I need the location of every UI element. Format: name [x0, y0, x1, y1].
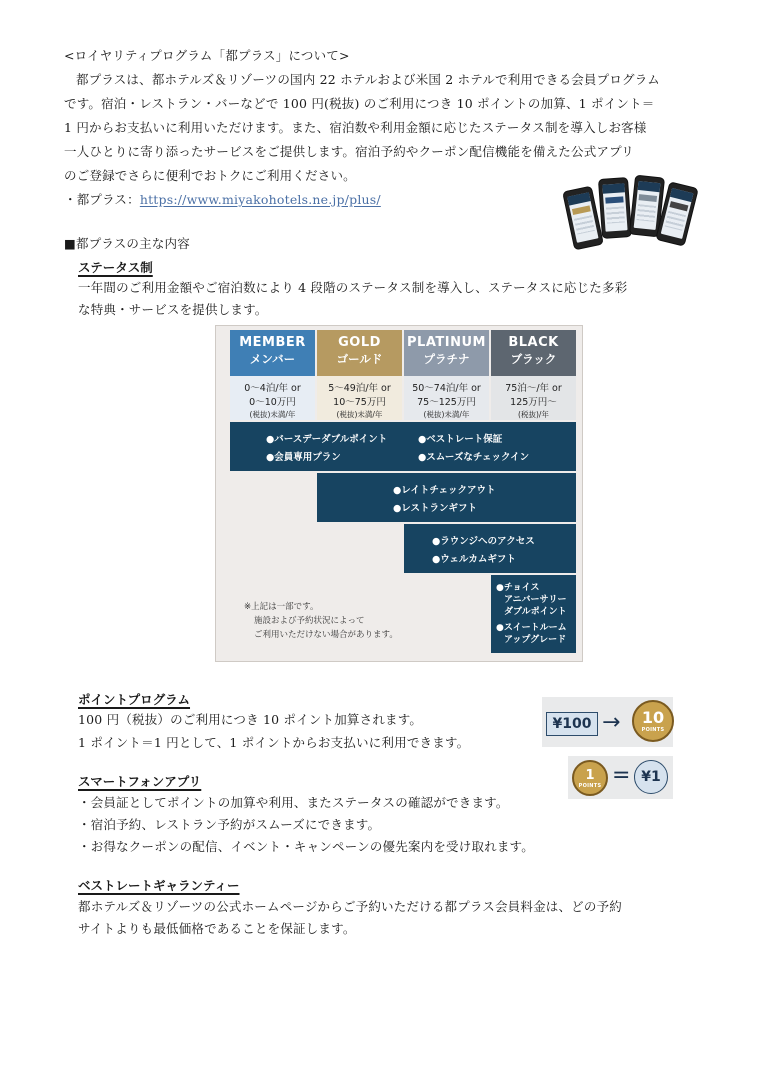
benefit-item: アニバーサリー	[504, 595, 567, 605]
status-line: 一年間のご利用金額やご宿泊数により 4 段階のステータス制を導入し、ステータスに応じた多彩	[78, 280, 628, 295]
condition-nights: 75泊～/年 or	[505, 383, 562, 394]
condition-amount: 0～10万円	[249, 397, 296, 408]
best-rate-line: 都ホテルズ＆リゾーツの公式ホームページからご予約いただける都プラス会員料金は、どの予約	[78, 899, 622, 914]
benefit-item: ●レストランギフト	[393, 503, 478, 514]
tier-name-en: PLATINUM	[407, 335, 486, 350]
note-line: ※上記は一部です。	[244, 602, 319, 612]
coin-label: POINTS	[641, 727, 665, 733]
condition-note: (税抜)未満/年	[336, 410, 383, 419]
intro-title: <ロイヤリティプログラム「都プラス」について>	[64, 48, 350, 63]
tier-platinum-header	[404, 330, 489, 376]
yen-1-badge: ¥1	[634, 760, 668, 794]
benefit-item: ●ラウンジへのアクセス	[432, 536, 535, 547]
points-earn-graphic	[542, 697, 673, 747]
condition-amount: 10～75万円	[333, 397, 386, 408]
condition-nights: 50～74泊/年 or	[412, 383, 481, 394]
condition-amount: 75～125万円	[417, 397, 476, 408]
benefit-item: ●バースデーダブルポイント	[266, 434, 388, 445]
benefit-item: ●チョイス	[496, 583, 540, 593]
arrow-right-icon: →	[602, 710, 621, 735]
miyako-plus-link[interactable]: https://www.miyakohotels.ne.jp/plus/	[139, 192, 381, 207]
tier-name-jp: ブラック	[510, 352, 557, 366]
tier-name-jp: メンバー	[249, 352, 296, 366]
coin-label: POINTS	[578, 783, 602, 789]
condition-note: (税抜)/年	[518, 410, 549, 419]
app-line: ・宿泊予約、レストラン予約がスムーズにできます。	[78, 817, 381, 832]
note-line: 施設および予約状況によって	[254, 616, 365, 626]
condition-nights: 5～49泊/年 or	[328, 383, 391, 394]
status-table	[215, 325, 583, 662]
tier-black-condition	[491, 376, 576, 420]
benefit-item: ●スムーズなチェックイン	[418, 452, 530, 463]
tier-name-en: BLACK	[508, 335, 559, 350]
tier-name-jp: ゴールド	[336, 352, 383, 366]
note-line: ご利用いただけない場合があります。	[254, 630, 398, 640]
benefit-item: ●スイートルーム	[496, 623, 567, 633]
coin-value: 1	[585, 768, 595, 783]
yen-100-badge: ¥100	[546, 712, 598, 736]
points-line: 100 円（税抜）のご利用につき 10 ポイント加算されます。	[78, 712, 423, 727]
table-note	[244, 600, 398, 642]
benefits-all-tiers	[230, 422, 576, 471]
benefit-item: ●レイトチェックアウト	[393, 485, 496, 496]
best-rate-heading: ベストレートギャランティー	[78, 878, 240, 893]
main-heading: ■都プラスの主な内容	[64, 236, 190, 251]
benefit-item: ●ベストレート保証	[418, 434, 503, 445]
intro-line: 都プラスは、都ホテルズ＆リゾーツの国内 22 ホテルおよび米国 2 ホテルで利用できる会員プログラム	[76, 72, 661, 87]
tier-name-en: MEMBER	[239, 335, 306, 350]
intro-line: 1 円からお支払いに利用いただけます。また、宿泊数や利用金額に応じたステータス制を導入しお客様	[64, 120, 647, 135]
points-line: 1 ポイント＝1 円として、1 ポイントからお支払いに利用できます。	[78, 735, 470, 750]
app-phones-illustration	[566, 168, 696, 254]
tier-gold-condition	[317, 376, 402, 420]
tier-name-en: GOLD	[338, 335, 381, 350]
tier-member-header	[230, 330, 315, 376]
points-heading: ポイントプログラム	[78, 692, 191, 707]
app-line: ・会員証としてポイントの加算や利用、またステータスの確認ができます。	[78, 795, 509, 810]
condition-note: (税抜)未満/年	[249, 410, 296, 419]
benefits-gold-up	[317, 473, 576, 522]
points-redeem-graphic	[568, 756, 673, 799]
points-1-coin-icon	[572, 760, 608, 796]
link-row	[64, 190, 381, 209]
benefits-black	[491, 575, 576, 653]
points-10-coin-icon	[632, 700, 674, 742]
benefit-item: ダブルポイント	[504, 607, 567, 617]
condition-nights: 0～4泊/年 or	[244, 383, 301, 394]
coin-value: 10	[641, 708, 665, 727]
tier-black-header	[491, 330, 576, 376]
intro-line: のご登録でさらに便利でおトクにご利用ください。	[64, 168, 356, 183]
link-prefix: ・都プラス：	[64, 192, 140, 207]
tier-gold-header	[317, 330, 402, 376]
benefit-item: ●会員専用プラン	[266, 452, 341, 463]
condition-note: (税抜)未満/年	[423, 410, 470, 419]
benefits-platinum-up	[404, 524, 576, 573]
equals-icon: =	[612, 763, 631, 788]
phone-icon	[598, 177, 632, 239]
app-heading: スマートフォンアプリ	[78, 774, 202, 789]
tier-platinum-condition	[404, 376, 489, 420]
benefit-item: アップグレード	[504, 635, 567, 645]
phone-icon	[562, 186, 604, 251]
intro-line: 一人ひとりに寄り添ったサービスをご提供します。宿泊予約やクーポン配信機能を備えた公式アプリ	[64, 144, 635, 159]
tier-member-condition	[230, 376, 315, 420]
benefit-item: ●ウェルカムギフト	[432, 554, 516, 565]
status-heading: ステータス制	[78, 260, 153, 275]
tier-name-jp: プラチナ	[423, 352, 470, 366]
app-line: ・お得なクーポンの配信、イベント・キャンペーンの優先案内を受け取れます。	[78, 839, 534, 854]
best-rate-line: サイトよりも最低価格であることを保証します。	[78, 921, 356, 936]
status-line: な特典・サービスを提供します。	[78, 302, 268, 317]
intro-line: です。宿泊・レストラン・バーなどで 100 円(税抜) のご利用につき 10 ポイントの加算、1 ポイント＝	[64, 96, 655, 111]
condition-amount: 125万円～	[510, 397, 557, 408]
